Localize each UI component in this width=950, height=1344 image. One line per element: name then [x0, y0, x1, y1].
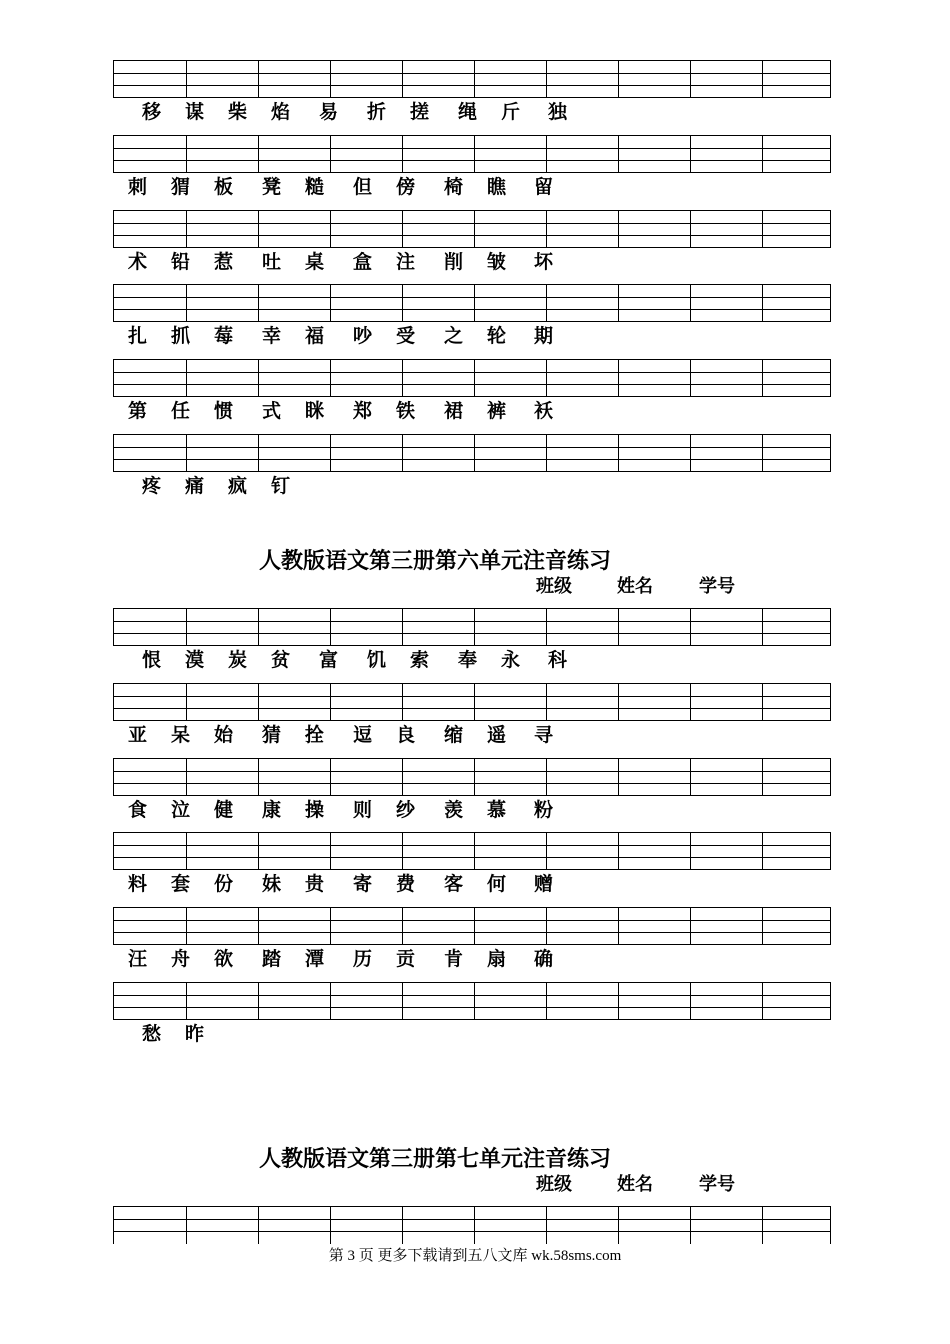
- name-label: 姓名: [617, 576, 653, 597]
- grid-divider: [258, 684, 259, 720]
- grid-line: [114, 932, 830, 933]
- vocab-character: 瞧: [487, 176, 507, 198]
- grid-divider: [690, 684, 691, 720]
- vocab-character: 则: [353, 799, 373, 821]
- vocab-character: 傍: [396, 176, 416, 198]
- grid-line: [114, 783, 830, 784]
- grid-divider: [330, 435, 331, 471]
- grid-divider: [762, 285, 763, 321]
- grid-divider: [330, 684, 331, 720]
- vocab-character: 但: [353, 176, 373, 198]
- vocab-character: 舟: [171, 948, 191, 970]
- vocab-character: 铁: [396, 400, 416, 422]
- student-id-label: 学号: [699, 576, 735, 597]
- vocab-character: 受: [396, 325, 416, 347]
- grid-line: [114, 995, 830, 996]
- grid-divider: [546, 136, 547, 172]
- grid-divider: [186, 983, 187, 1019]
- grid-divider: [402, 360, 403, 396]
- grid-divider: [618, 609, 619, 645]
- vocab-character: 铅: [171, 251, 191, 273]
- vocab-character: 昨: [185, 1023, 205, 1045]
- vocab-character: 汪: [128, 948, 148, 970]
- grid-divider: [474, 908, 475, 944]
- grid-divider: [258, 759, 259, 795]
- grid-divider: [186, 684, 187, 720]
- vocab-character: 柴: [228, 101, 248, 123]
- vocab-character: 易: [319, 101, 339, 123]
- grid-divider: [186, 1207, 187, 1244]
- grid-divider: [762, 360, 763, 396]
- section7-title: 人教版语文第三册第七单元注音练习: [258, 1147, 611, 1172]
- grid-divider: [546, 285, 547, 321]
- vocab-character: 呆: [171, 724, 191, 746]
- grid-divider: [186, 136, 187, 172]
- grid-divider: [474, 759, 475, 795]
- vocab-character: 幸: [262, 325, 282, 347]
- grid-divider: [186, 285, 187, 321]
- vocab-character: 确: [534, 948, 554, 970]
- grid-divider: [618, 759, 619, 795]
- vocab-character: 贫: [271, 649, 291, 671]
- grid-line: [114, 845, 830, 846]
- grid-line: [114, 73, 830, 74]
- vocab-character: 寄: [353, 873, 373, 895]
- grid-divider: [690, 908, 691, 944]
- grid-divider: [618, 61, 619, 97]
- grid-divider: [618, 136, 619, 172]
- grid-line: [114, 148, 830, 149]
- grid-divider: [330, 983, 331, 1019]
- pinyin-grid[interactable]: [113, 210, 831, 248]
- vocab-character: 斤: [501, 101, 521, 123]
- grid-divider: [546, 684, 547, 720]
- grid-line: [114, 621, 830, 622]
- grid-line: [114, 857, 830, 858]
- vocab-character: 拴: [305, 724, 325, 746]
- pinyin-grid[interactable]: [113, 982, 831, 1020]
- grid-line: [114, 160, 830, 161]
- grid-divider: [330, 360, 331, 396]
- vocab-character: 盒: [353, 251, 373, 273]
- grid-divider: [258, 908, 259, 944]
- pinyin-grid[interactable]: [113, 359, 831, 397]
- vocab-character: 袄: [534, 400, 554, 422]
- vocab-character: 何: [487, 873, 507, 895]
- grid-line: [114, 384, 830, 385]
- vocab-character: 羡: [444, 799, 464, 821]
- grid-divider: [402, 833, 403, 869]
- grid-divider: [690, 609, 691, 645]
- grid-divider: [618, 435, 619, 471]
- vocab-character: 糙: [305, 176, 325, 198]
- vocab-character: 吵: [353, 325, 373, 347]
- vocab-character: 痛: [185, 475, 205, 497]
- grid-divider: [474, 211, 475, 247]
- grid-divider: [762, 759, 763, 795]
- grid-line: [114, 309, 830, 310]
- vocab-character: 粉: [534, 799, 554, 821]
- grid-divider: [762, 684, 763, 720]
- vocab-character: 赠: [534, 873, 554, 895]
- grid-divider: [618, 1207, 619, 1244]
- vocab-character: 缩: [444, 724, 464, 746]
- vocab-character: 术: [128, 251, 148, 273]
- page-footer: 第 3 页 更多下载请到五八文库 wk.58sms.com: [328, 1248, 622, 1264]
- grid-divider: [546, 435, 547, 471]
- grid-divider: [762, 435, 763, 471]
- grid-divider: [690, 360, 691, 396]
- vocab-character: 任: [171, 400, 191, 422]
- vocab-character: 奉: [458, 649, 478, 671]
- vocab-character: 潭: [305, 948, 325, 970]
- grid-line: [114, 297, 830, 298]
- vocab-character: 纱: [396, 799, 416, 821]
- vocab-character: 客: [444, 873, 464, 895]
- grid-divider: [402, 61, 403, 97]
- vocab-character: 恨: [142, 649, 162, 671]
- grid-divider: [258, 833, 259, 869]
- grid-divider: [690, 211, 691, 247]
- grid-line: [114, 223, 830, 224]
- grid-divider: [402, 136, 403, 172]
- vocab-character: 料: [128, 873, 148, 895]
- pinyin-grid[interactable]: [113, 284, 831, 322]
- grid-divider: [258, 360, 259, 396]
- grid-divider: [330, 759, 331, 795]
- grid-divider: [546, 833, 547, 869]
- vocab-character: 钉: [271, 475, 291, 497]
- grid-divider: [618, 360, 619, 396]
- grid-divider: [186, 61, 187, 97]
- vocab-character: 轮: [487, 325, 507, 347]
- grid-divider: [402, 285, 403, 321]
- grid-divider: [690, 983, 691, 1019]
- grid-divider: [546, 609, 547, 645]
- vocab-character: 猬: [171, 176, 191, 198]
- grid-divider: [258, 983, 259, 1019]
- vocab-character: 绳: [458, 101, 478, 123]
- vocab-character: 扇: [487, 948, 507, 970]
- vocab-character: 裙: [444, 400, 464, 422]
- grid-divider: [258, 285, 259, 321]
- vocab-character: 套: [171, 873, 191, 895]
- grid-divider: [330, 211, 331, 247]
- grid-divider: [330, 285, 331, 321]
- grid-divider: [690, 1207, 691, 1244]
- vocab-character: 贡: [396, 948, 416, 970]
- grid-line: [114, 1007, 830, 1008]
- pinyin-grid[interactable]: [113, 608, 831, 646]
- grid-divider: [474, 360, 475, 396]
- vocab-character: 操: [305, 799, 325, 821]
- vocab-character: 肯: [444, 948, 464, 970]
- name-label: 姓名: [617, 1174, 653, 1195]
- vocab-character: 期: [534, 325, 554, 347]
- grid-divider: [186, 833, 187, 869]
- vocab-character: 愁: [142, 1023, 162, 1045]
- grid-divider: [402, 759, 403, 795]
- grid-divider: [546, 360, 547, 396]
- vocab-character: 历: [353, 948, 373, 970]
- grid-divider: [186, 908, 187, 944]
- grid-divider: [186, 435, 187, 471]
- grid-divider: [258, 609, 259, 645]
- vocab-character: 凳: [262, 176, 282, 198]
- class-label: 班级: [536, 576, 572, 597]
- vocab-character: 慕: [487, 799, 507, 821]
- class-label: 班级: [536, 1174, 572, 1195]
- vocab-character: 疼: [142, 475, 162, 497]
- vocab-character: 椅: [444, 176, 464, 198]
- pinyin-grid[interactable]: [113, 683, 831, 721]
- grid-line: [114, 708, 830, 709]
- grid-divider: [474, 1207, 475, 1244]
- vocab-character: 永: [501, 649, 521, 671]
- vocab-character: 折: [367, 101, 387, 123]
- vocab-character: 式: [262, 400, 282, 422]
- grid-divider: [546, 211, 547, 247]
- vocab-character: 搓: [410, 101, 430, 123]
- vocab-character: 良: [396, 724, 416, 746]
- grid-divider: [258, 435, 259, 471]
- grid-divider: [546, 759, 547, 795]
- grid-divider: [762, 1207, 763, 1244]
- vocab-character: 泣: [171, 799, 191, 821]
- vocab-character: 郑: [353, 400, 373, 422]
- vocab-character: 炭: [228, 649, 248, 671]
- grid-divider: [402, 983, 403, 1019]
- vocab-character: 抓: [171, 325, 191, 347]
- grid-divider: [186, 360, 187, 396]
- grid-line: [114, 696, 830, 697]
- grid-divider: [258, 1207, 259, 1244]
- grid-divider: [762, 136, 763, 172]
- grid-divider: [546, 908, 547, 944]
- grid-line: [114, 1219, 830, 1220]
- grid-divider: [186, 759, 187, 795]
- grid-divider: [690, 759, 691, 795]
- vocab-character: 留: [534, 176, 554, 198]
- vocab-character: 第: [128, 400, 148, 422]
- grid-divider: [762, 833, 763, 869]
- grid-divider: [546, 61, 547, 97]
- grid-divider: [186, 609, 187, 645]
- vocab-character: 始: [214, 724, 234, 746]
- grid-divider: [402, 908, 403, 944]
- grid-divider: [186, 211, 187, 247]
- grid-divider: [618, 983, 619, 1019]
- grid-divider: [690, 833, 691, 869]
- grid-line: [114, 372, 830, 373]
- grid-line: [114, 920, 830, 921]
- vocab-character: 削: [444, 251, 464, 273]
- grid-line: [114, 85, 830, 86]
- grid-divider: [474, 136, 475, 172]
- vocab-character: 猜: [262, 724, 282, 746]
- grid-divider: [258, 61, 259, 97]
- vocab-character: 贵: [305, 873, 325, 895]
- vocab-character: 康: [262, 799, 282, 821]
- grid-divider: [690, 61, 691, 97]
- grid-divider: [330, 609, 331, 645]
- grid-divider: [762, 211, 763, 247]
- grid-divider: [402, 211, 403, 247]
- vocab-character: 移: [142, 101, 162, 123]
- pinyin-grid[interactable]: [113, 832, 831, 870]
- vocab-character: 富: [319, 649, 339, 671]
- vocab-character: 漠: [185, 649, 205, 671]
- grid-divider: [402, 609, 403, 645]
- grid-divider: [474, 833, 475, 869]
- vocab-character: 莓: [214, 325, 234, 347]
- vocab-character: 注: [396, 251, 416, 273]
- vocab-character: 食: [128, 799, 148, 821]
- vocab-character: 皱: [487, 251, 507, 273]
- grid-divider: [330, 136, 331, 172]
- grid-divider: [474, 983, 475, 1019]
- grid-divider: [474, 285, 475, 321]
- vocab-character: 扎: [128, 325, 148, 347]
- grid-divider: [402, 435, 403, 471]
- vocab-character: 亚: [128, 724, 148, 746]
- vocab-character: 妹: [262, 873, 282, 895]
- grid-divider: [690, 285, 691, 321]
- vocab-character: 寻: [534, 724, 554, 746]
- vocab-character: 踏: [262, 948, 282, 970]
- grid-divider: [690, 136, 691, 172]
- vocab-character: 桌: [305, 251, 325, 273]
- vocab-character: 索: [410, 649, 430, 671]
- grid-divider: [474, 684, 475, 720]
- grid-divider: [330, 61, 331, 97]
- grid-divider: [330, 1207, 331, 1244]
- grid-divider: [258, 136, 259, 172]
- pinyin-grid[interactable]: [113, 60, 831, 98]
- grid-divider: [618, 211, 619, 247]
- grid-divider: [690, 435, 691, 471]
- grid-divider: [762, 908, 763, 944]
- section6-title: 人教版语文第三册第六单元注音练习: [258, 549, 611, 574]
- vocab-character: 板: [214, 176, 234, 198]
- grid-divider: [762, 61, 763, 97]
- grid-divider: [618, 908, 619, 944]
- vocab-character: 谋: [185, 101, 205, 123]
- vocab-character: 吐: [262, 251, 282, 273]
- grid-line: [114, 235, 830, 236]
- grid-divider: [330, 833, 331, 869]
- vocab-character: 份: [214, 873, 234, 895]
- grid-divider: [474, 435, 475, 471]
- vocab-character: 之: [444, 325, 464, 347]
- vocab-character: 福: [305, 325, 325, 347]
- grid-divider: [474, 61, 475, 97]
- vocab-character: 惯: [214, 400, 234, 422]
- vocab-character: 欲: [214, 948, 234, 970]
- grid-divider: [258, 211, 259, 247]
- grid-divider: [330, 908, 331, 944]
- grid-line: [114, 1231, 830, 1232]
- vocab-character: 眯: [305, 400, 325, 422]
- vocab-character: 独: [548, 101, 568, 123]
- grid-divider: [402, 684, 403, 720]
- grid-divider: [618, 833, 619, 869]
- grid-line: [114, 459, 830, 460]
- grid-divider: [762, 983, 763, 1019]
- student-id-label: 学号: [699, 1174, 735, 1195]
- pinyin-grid[interactable]: [113, 758, 831, 796]
- vocab-character: 惹: [214, 251, 234, 273]
- vocab-character: 疯: [228, 475, 248, 497]
- grid-divider: [618, 285, 619, 321]
- grid-line: [114, 633, 830, 634]
- pinyin-grid[interactable]: [113, 135, 831, 173]
- grid-divider: [762, 609, 763, 645]
- pinyin-grid[interactable]: [113, 907, 831, 945]
- grid-line: [114, 771, 830, 772]
- vocab-character: 刺: [128, 176, 148, 198]
- pinyin-grid[interactable]: [113, 434, 831, 472]
- grid-divider: [618, 684, 619, 720]
- vocab-character: 饥: [367, 649, 387, 671]
- vocab-character: 科: [548, 649, 568, 671]
- vocab-character: 焰: [271, 101, 291, 123]
- grid-divider: [474, 609, 475, 645]
- grid-divider: [402, 1207, 403, 1244]
- vocab-character: 健: [214, 799, 234, 821]
- vocab-character: 遥: [487, 724, 507, 746]
- vocab-character: 裤: [487, 400, 507, 422]
- grid-line: [114, 447, 830, 448]
- vocab-character: 逗: [353, 724, 373, 746]
- pinyin-grid[interactable]: [113, 1206, 831, 1244]
- grid-divider: [546, 1207, 547, 1244]
- vocab-character: 坏: [534, 251, 554, 273]
- grid-divider: [546, 983, 547, 1019]
- vocab-character: 费: [396, 873, 416, 895]
